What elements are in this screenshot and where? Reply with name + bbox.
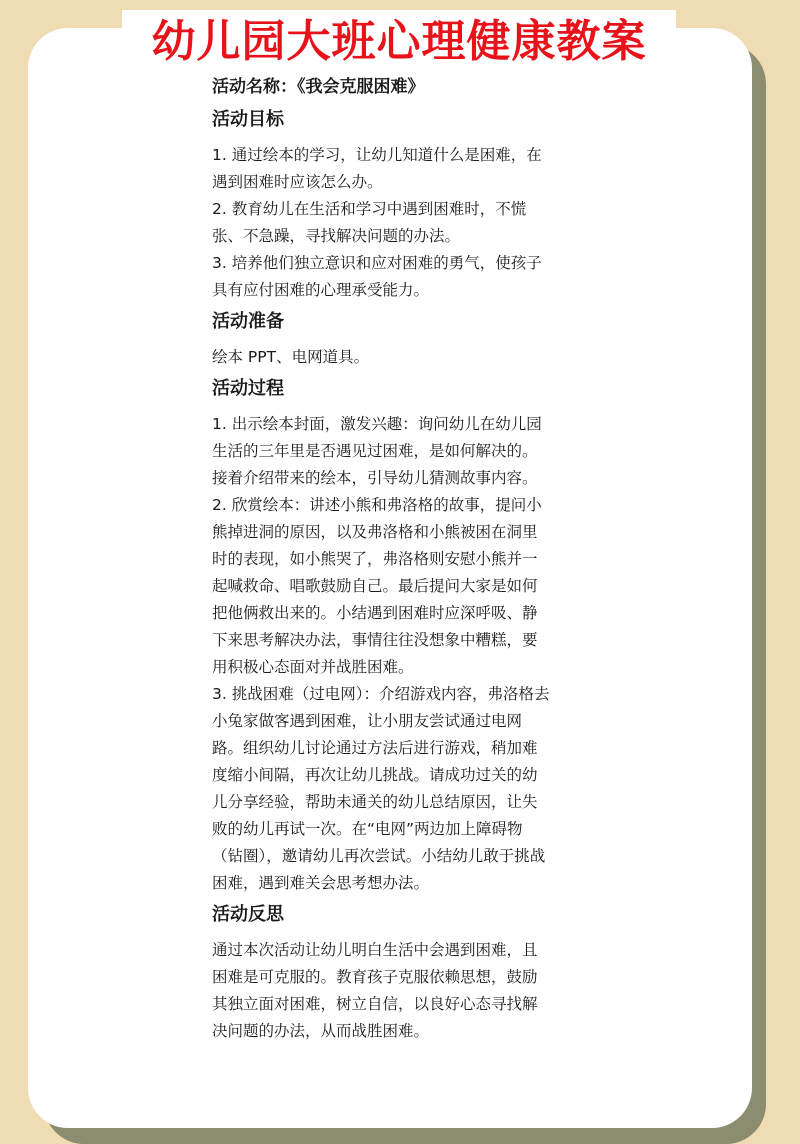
text-line: 起喊救命、唱歌鼓励自己。最后提问大家是如何 xyxy=(212,577,538,595)
text-line: 决问题的办法，从而战胜困难。 xyxy=(212,1022,430,1040)
text-line: 张、不急躁，寻找解决问题的办法。 xyxy=(212,227,461,245)
page-title: 幼儿园大班心理健康教案 xyxy=(151,16,647,67)
text-line: （钻圈），邀请幼儿再次尝试。小结幼儿敢于挑战 xyxy=(212,847,546,865)
text-line: 败的幼儿再试一次。在“电网”两边加上障碍物 xyxy=(212,820,523,838)
section-heading: 活动过程 xyxy=(212,378,284,399)
text-line: 度缩小间隔，再次让幼儿挑战。请成功过关的幼 xyxy=(212,766,538,784)
activity-name: 活动名称：《我会克服困难》 xyxy=(212,77,425,97)
text-line: 路。组织幼儿讨论通过方法后进行游戏，稍加难 xyxy=(212,739,538,757)
section-paragraph xyxy=(212,937,602,1045)
text-line: 用积极心态面对并战胜困难。 xyxy=(212,658,414,676)
text-line: 儿分享经验，帮助未通关的幼儿总结原因，让失 xyxy=(212,793,538,811)
text-line: 3. 培养他们独立意识和应对困难的勇气，使孩子 xyxy=(212,254,542,272)
text-line: 困难，遇到难关会思考想办法。 xyxy=(212,874,430,892)
section-heading: 活动准备 xyxy=(212,311,284,332)
text-line: 熊掉进洞的原因，以及弗洛格和小熊被困在洞里 xyxy=(212,523,538,541)
text-line: 下来思考解决办法，事情往往没想象中糟糕，要 xyxy=(212,631,538,649)
text-line: 困难是可克服的。教育孩子克服依赖思想，鼓励 xyxy=(212,968,538,986)
text-line: 生活的三年里是否遇见过困难，是如何解决的。 xyxy=(212,442,538,460)
text-line: 2. 欣赏绘本：讲述小熊和弗洛格的故事，提问小 xyxy=(212,496,542,514)
section-heading: 活动反思 xyxy=(212,904,284,925)
section-heading: 活动目标 xyxy=(212,109,284,130)
text-line: 小兔家做客遇到困难，让小朋友尝试通过电网 xyxy=(212,712,523,730)
text-line: 1. 通过绘本的学习，让幼儿知道什么是困难，在 xyxy=(212,146,542,164)
section-paragraph xyxy=(212,344,602,371)
text-line: 具有应付困难的心理承受能力。 xyxy=(212,281,430,299)
section-paragraph xyxy=(212,142,602,304)
document-content xyxy=(212,72,602,1045)
text-line: 2. 教育幼儿在生活和学习中遇到困难时，不慌 xyxy=(212,200,527,218)
text-line: 通过本次活动让幼儿明白生活中会遇到困难，且 xyxy=(212,941,538,959)
text-line: 时的表现，如小熊哭了，弗洛格则安慰小熊并一 xyxy=(212,550,538,568)
title-banner xyxy=(122,10,676,67)
text-line: 接着介绍带来的绘本，引导幼儿猜测故事内容。 xyxy=(212,469,538,487)
text-line: 绘本 PPT、电网道具。 xyxy=(212,348,370,366)
section-paragraph xyxy=(212,411,602,897)
text-line: 遇到困难时应该怎么办。 xyxy=(212,173,383,191)
text-line: 其独立面对困难，树立自信，以良好心态寻找解 xyxy=(212,995,538,1013)
text-line: 3. 挑战困难（过电网）：介绍游戏内容，弗洛格去 xyxy=(212,685,550,703)
text-line: 1. 出示绘本封面，激发兴趣：询问幼儿在幼儿园 xyxy=(212,415,542,433)
text-line: 把他俩救出来的。小结遇到困难时应深呼吸、静 xyxy=(212,604,538,622)
